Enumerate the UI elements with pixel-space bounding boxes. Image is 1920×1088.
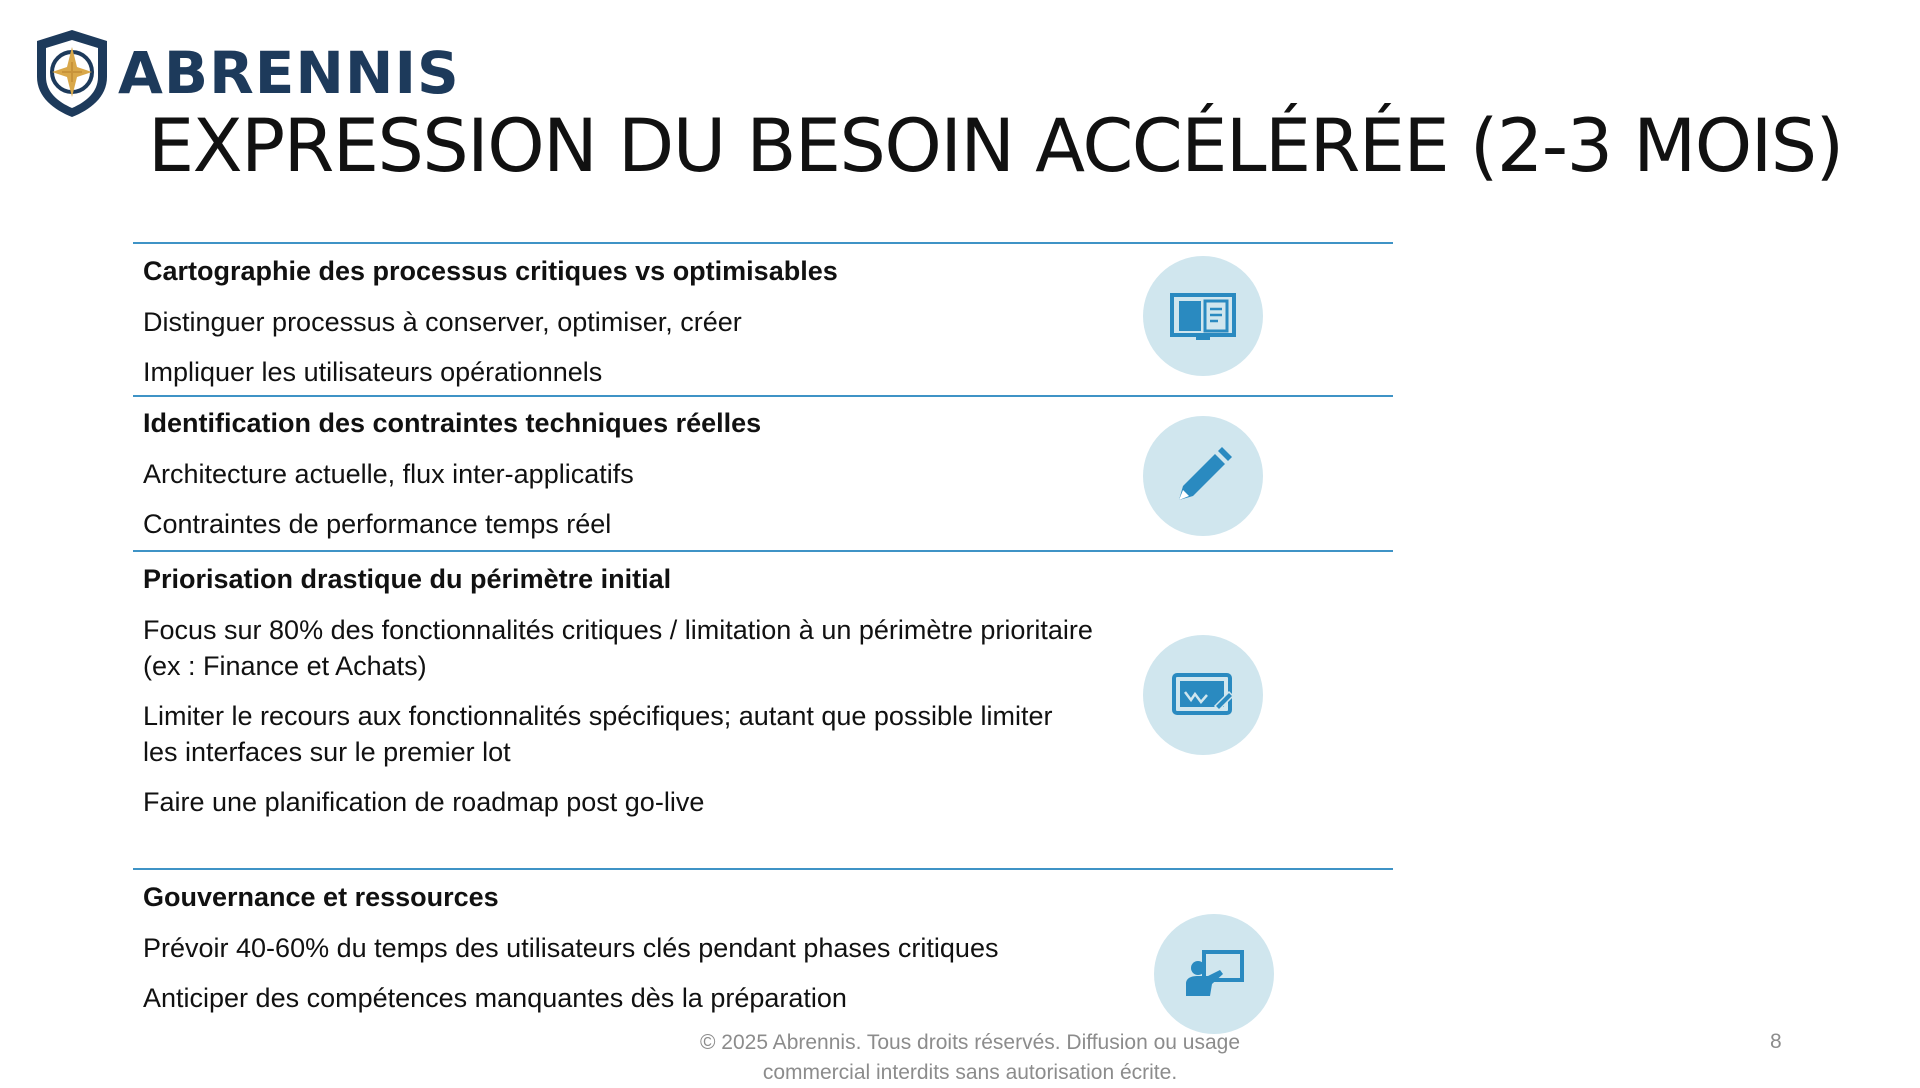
section-priorisation bbox=[143, 562, 1093, 834]
section-line: Contraintes de performance temps réel bbox=[143, 509, 612, 539]
page-number: 8 bbox=[1770, 1030, 1782, 1053]
shield-compass-icon bbox=[34, 27, 110, 119]
section-heading: Identification des contraintes techniques réelles bbox=[143, 408, 762, 438]
copyright-line-1: © 2025 Abrennis. Tous droits réservés. Diffusion ou usage bbox=[699, 1031, 1240, 1054]
copyright-notice bbox=[600, 1028, 1340, 1088]
section-gouvernance bbox=[143, 880, 1093, 1030]
open-book-icon bbox=[1143, 256, 1263, 376]
brand-name: ABRENNIS bbox=[118, 39, 460, 107]
section-heading: Priorisation drastique du périmètre initial bbox=[143, 564, 672, 594]
section-cartographie bbox=[143, 254, 1093, 404]
section-heading: Gouvernance et ressources bbox=[143, 882, 499, 912]
section-line: Distinguer processus à conserver, optimiser, créer bbox=[143, 307, 742, 337]
section-line: Focus sur 80% des fonctionnalités critiques / limitation à un périmètre prioritaire (ex : Finance et Achats) bbox=[143, 615, 1093, 681]
section-line: Architecture actuelle, flux inter-applicatifs bbox=[143, 459, 634, 489]
page-title: EXPRESSION DU BESOIN ACCÉLÉRÉE (2-3 MOIS) bbox=[148, 104, 1843, 189]
section-divider bbox=[133, 868, 1393, 870]
section-line: Anticiper des compétences manquantes dès la préparation bbox=[143, 983, 847, 1013]
section-line: Limiter le recours aux fonctionnalités spécifiques; autant que possible limiter les interfaces sur le premier lot bbox=[143, 701, 1053, 767]
drawing-tablet-icon bbox=[1143, 635, 1263, 755]
presentation-board-icon bbox=[1154, 914, 1274, 1034]
section-heading: Cartographie des processus critiques vs optimisables bbox=[143, 256, 838, 286]
section-line: Prévoir 40-60% du temps des utilisateurs clés pendant phases critiques bbox=[143, 933, 999, 963]
section-divider bbox=[133, 242, 1393, 244]
section-line: Impliquer les utilisateurs opérationnels bbox=[143, 357, 603, 387]
copyright-line-2: commercial interdits sans autorisation écrite. bbox=[762, 1061, 1178, 1084]
pencil-icon bbox=[1143, 416, 1263, 536]
section-contraintes bbox=[143, 406, 1093, 556]
section-line: Faire une planification de roadmap post go-live bbox=[143, 787, 705, 817]
